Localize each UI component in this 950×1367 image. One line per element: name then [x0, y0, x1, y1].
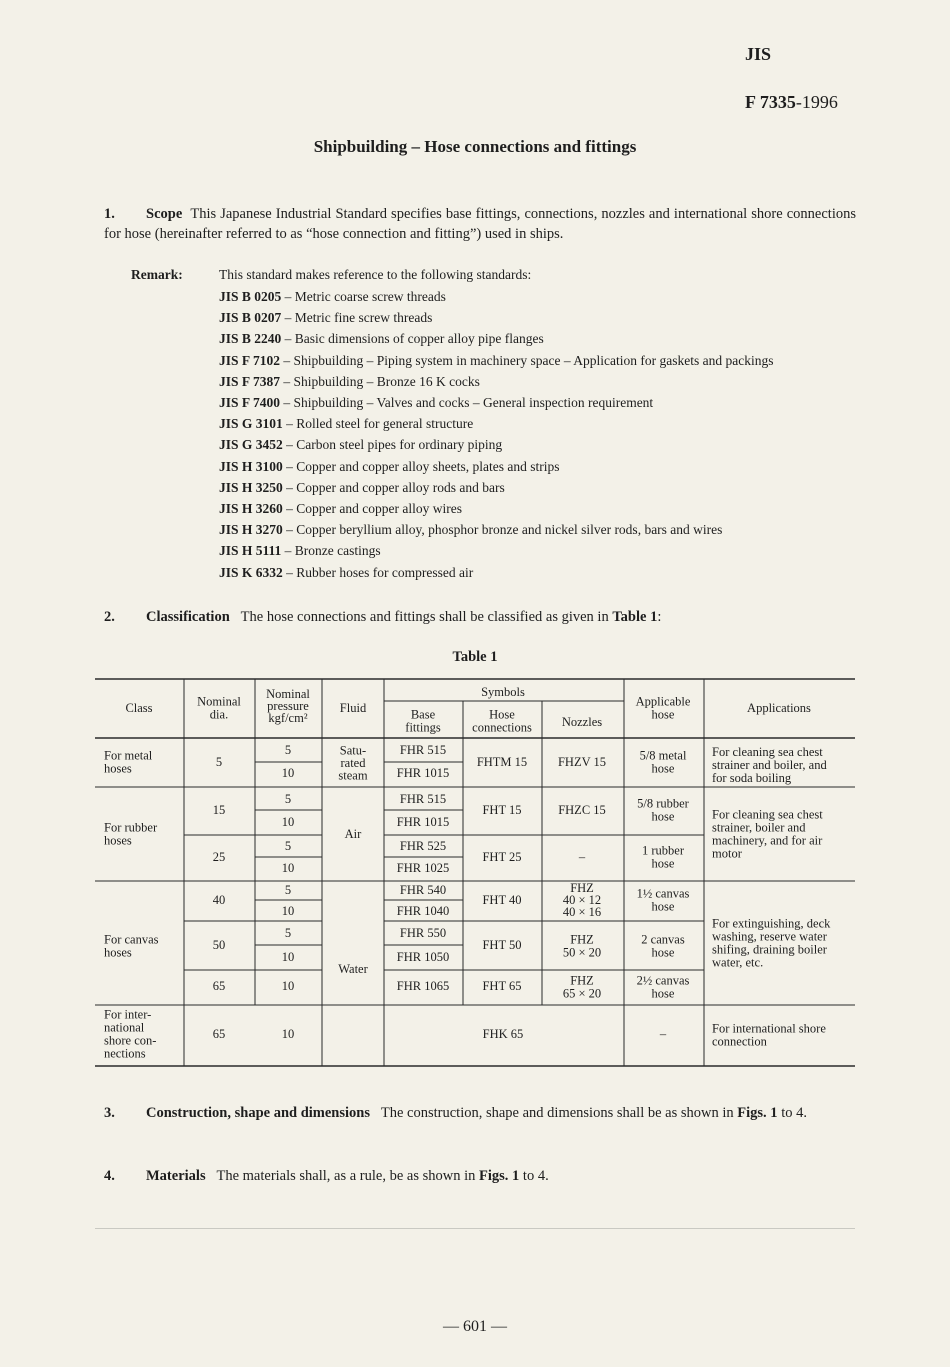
nominal-dia: 40 [212, 893, 226, 907]
standard-code: JIS F 7387 [219, 373, 281, 389]
header-class: Class [125, 701, 153, 715]
header-fluid: Fluid [339, 701, 367, 715]
hose-connection: FHT 40 [482, 893, 522, 907]
standard-code: JIS G 3101 [219, 416, 283, 432]
header-nominal-pressure: Nominal pressure kgf/cm² [266, 687, 310, 725]
standard-code: JIS K 6332 [219, 564, 283, 580]
base-fitting: FHR 515 [399, 743, 447, 757]
nominal-pressure: 5 [284, 792, 292, 806]
standard-title: – Shipbuilding – Bronze 16 K cocks [280, 373, 480, 389]
nominal-dia: 65 [212, 1027, 226, 1041]
header-base-fittings: Base fittings [405, 707, 441, 735]
nominal-dia: 5 [215, 755, 223, 769]
hose-connection: FHT 50 [482, 938, 522, 952]
standard-title: – Copper and copper alloy sheets, plates and strips [282, 458, 560, 474]
hose-connection: FHT 15 [482, 803, 522, 817]
nominal-pressure: 5 [284, 883, 292, 897]
standard-code: JIS F 7400 [219, 395, 281, 410]
header-nominal-dia: Nominal dia. [197, 694, 241, 722]
section-number: 2. [104, 609, 115, 625]
remark-intro: This standard makes reference to the following standards: [219, 267, 532, 282]
fluid-steam: Satu-rated steam [338, 743, 368, 783]
nominal-pressure: 5 [284, 743, 292, 757]
standard-title: – Rolled steel for general structure [282, 416, 474, 432]
standard-title: – Copper and copper alloy rods and bars [282, 479, 505, 495]
section-heading: Construction, shape and dimensions [146, 1105, 370, 1121]
standard-title: – Rubber hoses for compressed air [282, 564, 474, 580]
standard-title: – Basic dimensions of copper alloy pipe flanges [281, 331, 544, 347]
applicable-metal: 5/8 metal hose [639, 748, 687, 776]
base-fitting: FHR 515 [399, 792, 447, 806]
section-heading: Materials [146, 1168, 206, 1184]
standard-title: – Metric coarse screw threads [281, 289, 446, 304]
class-canvas: For canvas hoses [104, 932, 159, 960]
nominal-dia: 65 [212, 979, 226, 993]
standard-title: – Copper beryllium alloy, phosphor bronze and nickel silver rods, bars and wires [282, 522, 723, 538]
hose-connection: FHT 65 [482, 979, 522, 993]
nominal-dia: 50 [212, 938, 226, 952]
base-fitting: FHR 540 [399, 883, 447, 897]
nozzle-rubber-15: FHZC 15 [558, 803, 606, 817]
applicable-rubber-25: 1 rubber hose [642, 843, 684, 871]
standard-code: JIS H 5111 [219, 543, 282, 559]
section-text: The hose connections and fittings shall be classified as given in [240, 609, 613, 625]
remark-label: Remark: [131, 267, 183, 282]
page-number: — 601 — [443, 1318, 507, 1335]
base-fitting: FHR 1025 [396, 861, 450, 875]
applicable-canvas-65: 2½ canvas hose [636, 973, 690, 1001]
header-applicable-hose: Applicable hose [635, 694, 691, 722]
nominal-pressure: 10 [281, 861, 295, 875]
class-rubber: For rubber hoses [104, 820, 158, 848]
table-reference: Table 1 [612, 609, 658, 625]
base-fitting: FHR 525 [399, 839, 447, 853]
base-fitting: FHR 550 [399, 926, 447, 940]
standard-code: F 7335 [745, 92, 796, 112]
nominal-pressure: 5 [284, 926, 292, 940]
standard-title: – Shipbuilding – Valves and cocks – General inspection requirement [280, 395, 654, 410]
nozzle-metal: FHZV 15 [557, 755, 607, 769]
standard-code: JIS H 3250 [219, 479, 283, 495]
base-fitting: FHR 1065 [396, 979, 450, 993]
standard-title: – Bronze castings [281, 543, 381, 559]
page-title: Shipbuilding – Hose connections and fittings [313, 137, 637, 156]
nominal-dia: 25 [212, 850, 226, 864]
application-intl: For international shore connection [712, 1021, 826, 1049]
standard-code: JIS B 0207 [219, 310, 282, 326]
application-canvas: For extinguishing, deck washing, reserve water shifing, draining boiler water, etc. [712, 916, 831, 970]
nominal-pressure: 10 [281, 904, 295, 918]
standard-title: – Metric fine screw threads [281, 310, 433, 326]
standard-code: JIS H 3260 [219, 501, 283, 516]
fluid-air: Air [344, 827, 362, 841]
header-hose-connections: Hose connections [472, 707, 532, 735]
nozzle-canvas-65: FHZ 65 × 20 [562, 973, 602, 1001]
header-nozzles: Nozzles [561, 715, 603, 729]
section-text: This Japanese Industrial Standard specifies base fittings, connections, nozzles and international shore connections for hose (hereinafter referred to as “hose connection and fitting”) used in ships. [104, 206, 856, 242]
application-metal: For cleaning sea chest strainer and boiler, and for soda boiling [712, 745, 827, 785]
fluid-water: Water [338, 962, 368, 976]
standard-code: JIS B 0205 [219, 289, 282, 304]
nozzle-rubber-25: – [578, 850, 586, 864]
standard-title: – Carbon steel pipes for ordinary piping [282, 437, 503, 453]
section-number: 3. [104, 1105, 115, 1121]
section-text-end: to 4. [519, 1168, 549, 1184]
applicable-intl: – [659, 1027, 667, 1041]
section-construction [104, 1103, 856, 1123]
applicable-canvas-40: 1½ canvas hose [636, 886, 690, 914]
section-heading: Classification [146, 609, 230, 625]
section-heading: Scope [146, 206, 183, 222]
standard-title: – Shipbuilding – Piping system in machinery space – Application for gaskets and packings [280, 352, 774, 368]
nominal-pressure: 10 [281, 815, 295, 829]
applicable-rubber-15: 5/8 rubber hose [637, 796, 689, 824]
class-intl: For inter-national shore con-nections [104, 1007, 157, 1061]
section-number: 4. [104, 1168, 115, 1184]
show-through-rule [95, 1228, 855, 1229]
nominal-pressure: 10 [281, 1027, 295, 1041]
section-materials [104, 1166, 856, 1186]
hose-connection: FHT 25 [482, 850, 522, 864]
nominal-pressure: 10 [281, 950, 295, 964]
standard-code: JIS G 3452 [219, 437, 283, 453]
hose-connection-intl: FHK 65 [482, 1027, 524, 1041]
nominal-pressure: 5 [284, 839, 292, 853]
section-text-end: : [657, 609, 662, 625]
standard-code: JIS H 3270 [219, 522, 283, 538]
standard-title: – Copper and copper alloy wires [282, 501, 462, 516]
application-rubber: For cleaning sea chest strainer, boiler and machinery, and for air motor [712, 807, 823, 861]
section-text: The construction, shape and dimensions shall be as shown in [380, 1105, 738, 1121]
hose-connection: FHTM 15 [476, 755, 528, 769]
header-applications: Applications [747, 701, 811, 715]
base-fitting: FHR 1050 [396, 950, 450, 964]
standard-year: -1996 [795, 92, 838, 112]
base-fitting: FHR 1040 [396, 904, 450, 918]
standard-code: JIS F 7102 [219, 352, 281, 368]
nominal-pressure: 10 [281, 766, 295, 780]
nozzle-canvas-40: FHZ 40 × 12 40 × 16 [562, 881, 602, 919]
figure-reference: Figs. 1 [479, 1168, 520, 1184]
header-symbols: Symbols [481, 685, 525, 699]
standard-code: JIS B 2240 [219, 331, 282, 347]
nozzle-canvas-50: FHZ 50 × 20 [562, 932, 602, 960]
applicable-canvas-50: 2 canvas hose [641, 932, 685, 960]
jis-label: JIS [745, 44, 772, 64]
base-fitting: FHR 1015 [396, 766, 450, 780]
table-title: Table 1 [452, 649, 498, 665]
section-text: The materials shall, as a rule, be as shown in [216, 1168, 480, 1184]
nominal-pressure: 10 [281, 979, 295, 993]
section-number: 1. [104, 206, 115, 222]
base-fitting: FHR 1015 [396, 815, 450, 829]
figure-reference: Figs. 1 [737, 1105, 778, 1121]
nominal-dia: 15 [212, 803, 226, 817]
class-metal: For metal hoses [104, 748, 153, 776]
standard-code: JIS H 3100 [219, 458, 283, 474]
section-text-end: to 4. [777, 1105, 807, 1121]
